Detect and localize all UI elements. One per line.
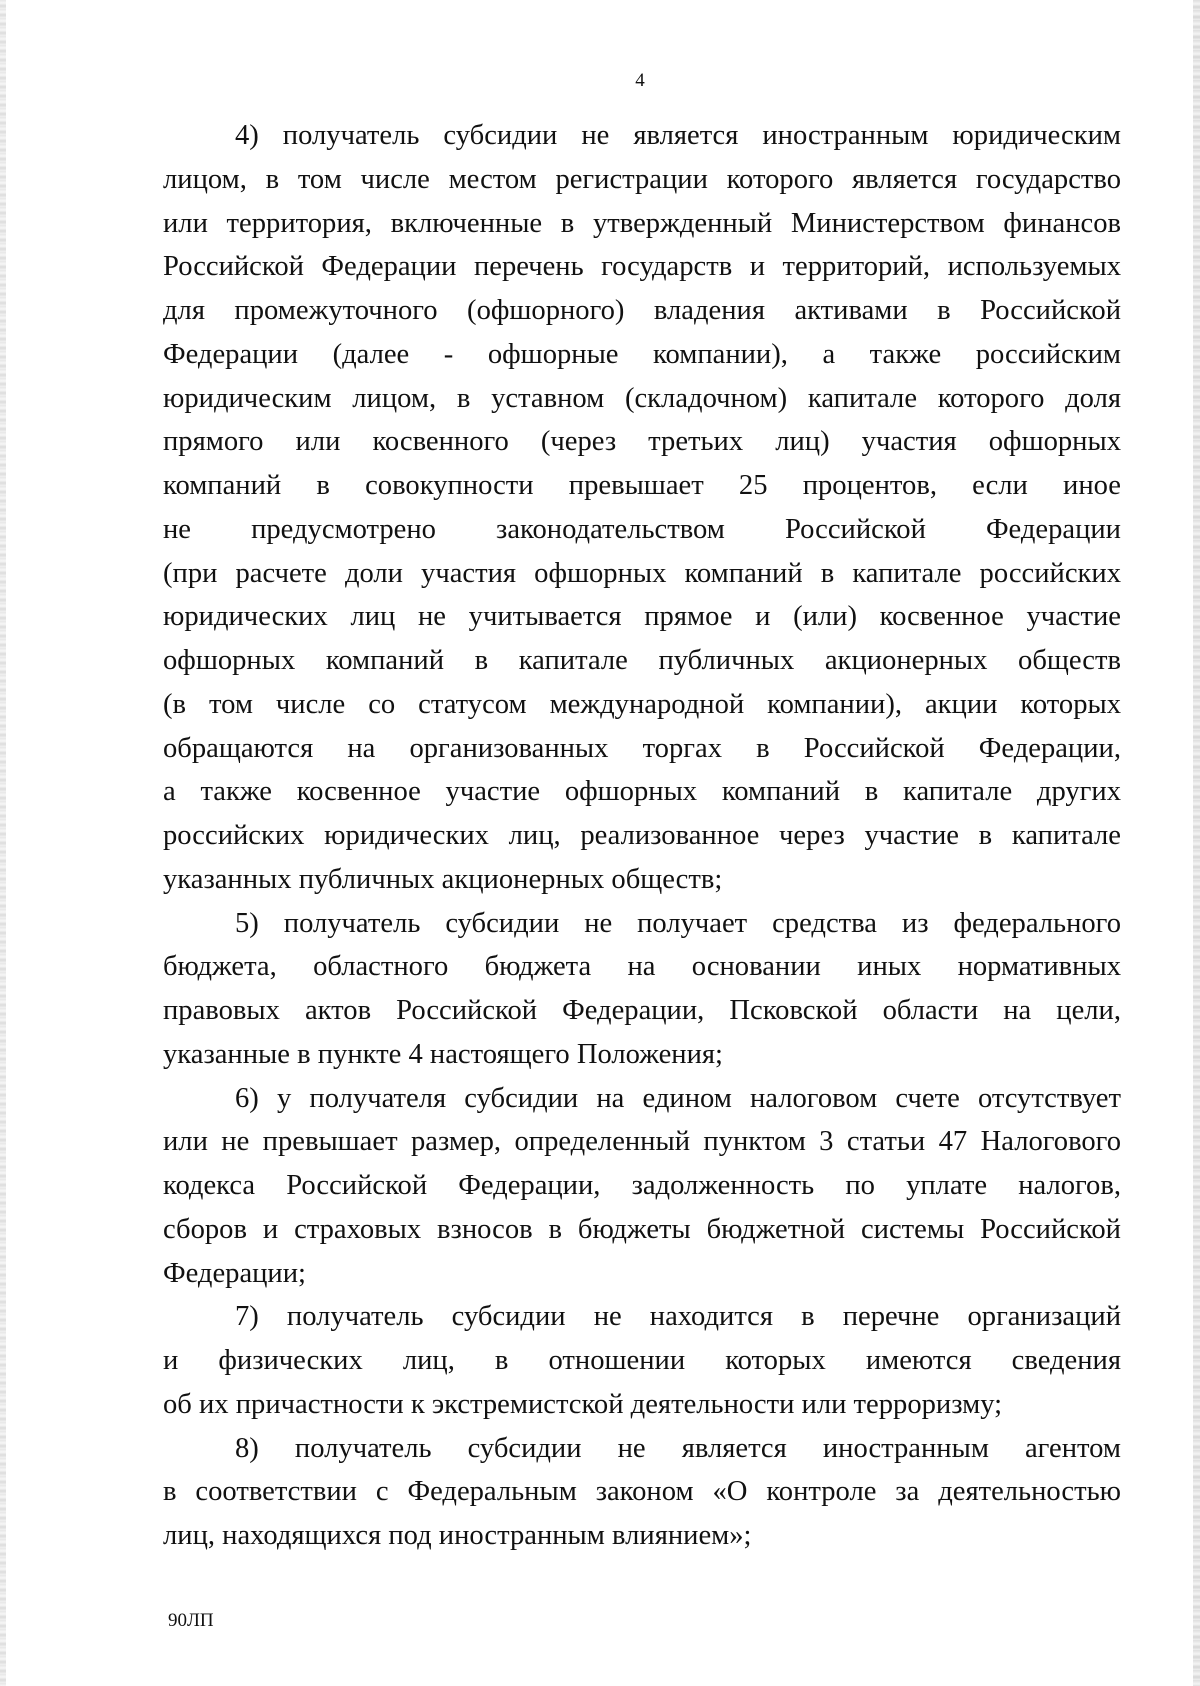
paragraph-4 [163,114,1121,902]
scan-edge-right [1193,0,1200,1686]
paragraph-line: указанные в пункте 4 настоящего Положения; [163,1038,724,1070]
paragraph-line: российских юридических лиц, реализованное через участие в капитале [163,820,1121,851]
paragraph-line: об их причастности к экстремистской деятельности или терроризму; [163,1388,1003,1420]
document-body [163,114,1121,1558]
page-number: 4 [635,70,645,91]
paragraph-line: юридическим лицом, в уставном (складочном) капитале которого доля [163,382,1121,414]
paragraph-line: Российской Федерации перечень государств и территорий, используемых [163,251,1121,283]
paragraph-line: указанных публичных акционерных обществ; [163,863,723,895]
paragraph-line: Федерации; [163,1257,306,1289]
paragraph-line: (в том числе со статусом международной компании), акции которых [163,688,1121,720]
paragraph-line: сборов и страховых взносов в бюджеты бюджетной системы Российской [163,1213,1121,1245]
paragraph-line: правовых актов Российской Федерации, Псковской области на цели, [163,995,1121,1026]
paragraph-line: кодекса Российской Федерации, задолженность по уплате налогов, [163,1170,1121,1201]
paragraph-line: 7) получатель субсидии не находится в перечне организаций [235,1301,1121,1333]
paragraph-line: юридических лиц не учитывается прямое и (или) косвенное участие [163,601,1121,633]
paragraph-line: (при расчете доли участия офшорных компаний в капитале российских [163,557,1121,589]
paragraph-line: 6) у получателя субсидии на едином налоговом счете отсутствует [235,1082,1121,1114]
paragraph-line: обращаются на организованных торгах в Российской Федерации, [163,732,1121,764]
paragraph-line: 4) получатель субсидии не является иностранным юридическим [235,120,1121,151]
paragraph-line: не предусмотрено законодательством Российской Федерации [163,513,1121,545]
paragraph-line: лиц, находящихся под иностранным влиянием»; [163,1520,752,1551]
paragraph-line: в соответствии с Федеральным законом «О контроле за деятельностью [163,1476,1121,1508]
paragraph-line: прямого или косвенного (через третьих лиц) участия офшорных [163,426,1121,458]
paragraph-line: 5) получатель субсидии не получает средства из федерального [235,907,1121,939]
paragraph-8 [163,1427,1121,1558]
paragraph-line: офшорных компаний в капитале публичных акционерных обществ [163,645,1121,676]
paragraph-line: бюджета, областного бюджета на основании иных нормативных [163,951,1121,983]
paragraph-line: или территория, включенные в утвержденный Министерством финансов [163,207,1121,239]
paragraph-6 [163,1077,1121,1296]
footer-code: 90ЛП [168,1610,214,1631]
paragraph-7 [163,1295,1121,1426]
paragraph-line: 8) получатель субсидии не является иностранным агентом [235,1432,1121,1464]
paragraph-line: компаний в совокупности превышает 25 процентов, если иное [163,470,1121,501]
paragraph-5 [163,902,1121,1077]
paragraph-line: а также косвенное участие офшорных компаний в капитале других [163,776,1121,808]
paragraph-line: для промежуточного (офшорного) владения активами в Российской [163,295,1121,326]
paragraph-line: и физических лиц, в отношении которых имеются сведения [163,1345,1121,1376]
paragraph-line: или не превышает размер, определенный пунктом 3 статьи 47 Налогового [163,1126,1121,1158]
paragraph-line: Федерации (далее - офшорные компании), а также российским [163,338,1121,370]
paragraph-line: лицом, в том числе местом регистрации которого является государство [163,163,1121,195]
scan-edge-left [0,0,6,1686]
